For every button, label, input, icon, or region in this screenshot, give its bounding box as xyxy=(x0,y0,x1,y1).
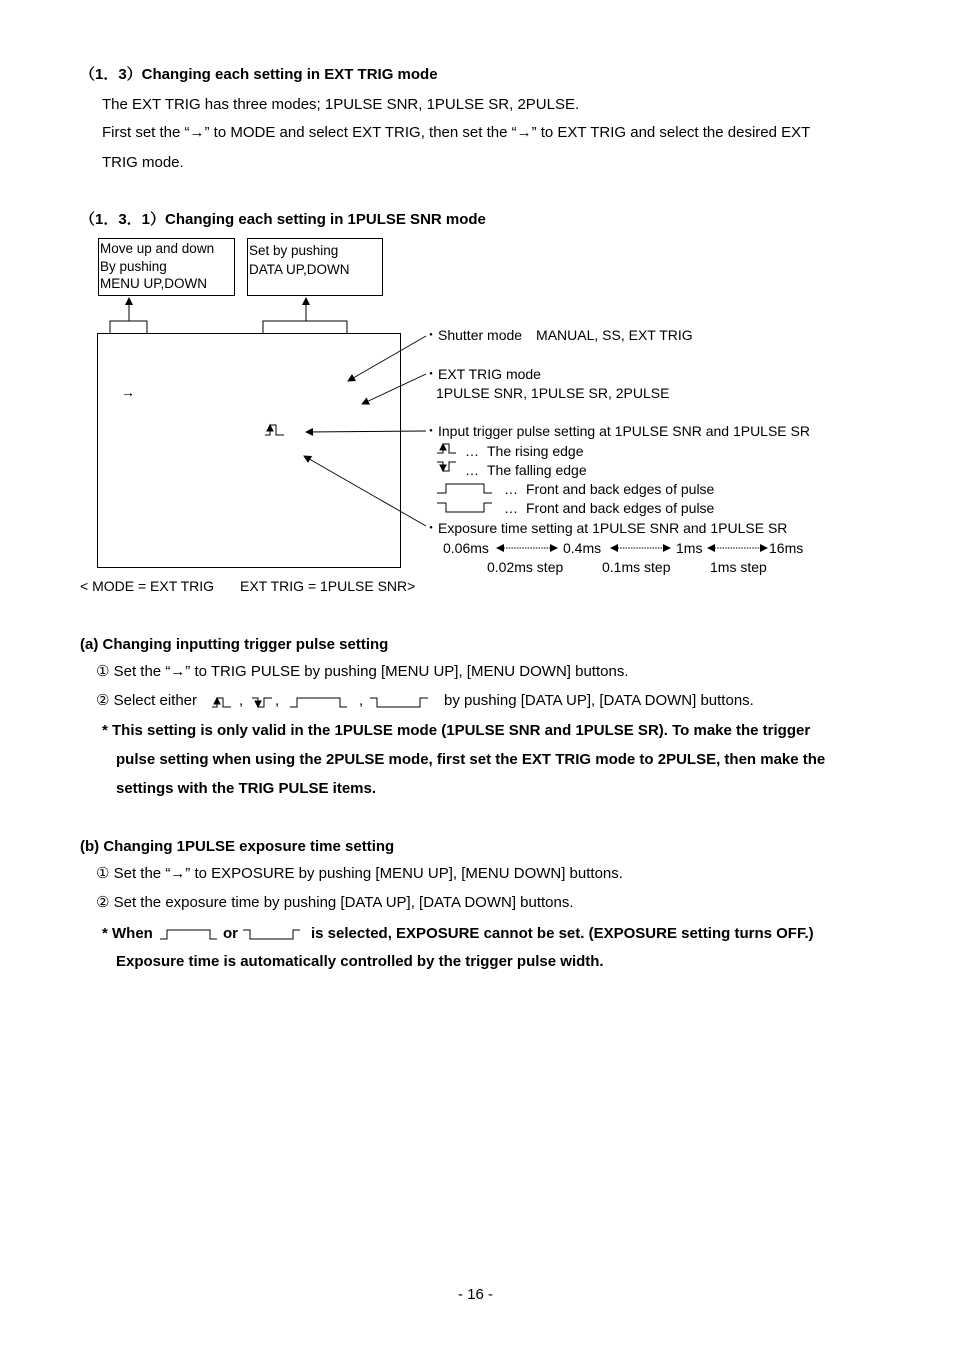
comma: , xyxy=(275,692,280,709)
dots: … xyxy=(465,462,479,478)
note-a-line3: settings with the TRIG PULSE items. xyxy=(116,780,377,797)
step-a1: ① Set the “→” to TRIG PULSE by pushing [MENU UP], [MENU DOWN] buttons. xyxy=(96,663,629,680)
note-front-back-1: Front and back edges of pulse xyxy=(526,481,715,497)
comma: , xyxy=(359,692,364,709)
paragraph-line: First set the “→” to MODE and select EXT TRIG, then set the “→” to EXT TRIG and select the desired EXT xyxy=(102,124,811,141)
exposure-value-2: 0.4ms xyxy=(563,540,602,556)
caption-mode: < MODE = EXT TRIG xyxy=(80,578,215,594)
note-input-trigger: ・Input trigger pulse setting at 1PULSE SNR and 1PULSE SR xyxy=(424,423,810,439)
section-heading-1-3-1: （1．3．1）Changing each setting in 1PULSE SNR mode xyxy=(80,211,486,228)
inline-rising-edge-icon xyxy=(212,698,231,707)
callout-text-data-1: Set by pushing xyxy=(249,243,339,258)
step-a2-suffix: by pushing [DATA UP], [DATA DOWN] buttons. xyxy=(444,692,754,709)
step-b1: ① Set the “→” to EXPOSURE by pushing [MENU UP], [MENU DOWN] buttons. xyxy=(96,865,623,882)
inline-falling-edge-icon xyxy=(252,698,272,707)
step-b2: ② Set the exposure time by pushing [DATA UP], [DATA DOWN] buttons. xyxy=(96,894,574,911)
note-shutter-mode: ・Shutter mode MANUAL, SS, EXT TRIG xyxy=(424,327,693,343)
note-exposure: ・Exposure time setting at 1PULSE SNR and 1PULSE SR xyxy=(424,520,788,536)
note-a-line2: pulse setting when using the 2PULSE mode, first set the EXT TRIG mode to 2PULSE, then make the xyxy=(116,751,826,768)
note-ext-trig-values: 1PULSE SNR, 1PULSE SR, 2PULSE xyxy=(436,385,670,401)
section-heading-a: (a) Changing inputting trigger pulse setting xyxy=(80,636,389,653)
note-falling-edge: The falling edge xyxy=(487,462,587,478)
section-heading-b: (b) Changing 1PULSE exposure time setting xyxy=(80,838,395,855)
dots: … xyxy=(504,500,518,516)
exposure-step-3: 1ms step xyxy=(710,559,767,575)
note-a-line1: * This setting is only valid in the 1PULSE mode (1PULSE SNR and 1PULSE SR). To make the trigger xyxy=(102,722,811,739)
callout-text-data-2: DATA UP,DOWN xyxy=(249,262,350,277)
callout-text-menu-2: By pushing xyxy=(100,259,167,274)
note-b-line2: Exposure time is automatically controlled by the trigger pulse width. xyxy=(116,953,604,970)
note-b-or: or xyxy=(223,925,238,942)
step-a2-prefix: ② Select either xyxy=(96,692,197,709)
exposure-value-1: 0.06ms xyxy=(443,540,489,556)
paragraph-line: TRIG mode. xyxy=(102,154,184,171)
inline-negative-pulse-icon-b xyxy=(243,930,300,939)
note-front-back-2: Front and back edges of pulse xyxy=(526,500,715,516)
dots: … xyxy=(504,481,518,497)
paragraph-line: The EXT TRIG has three modes; 1PULSE SNR, 1PULSE SR, 2PULSE. xyxy=(102,96,580,113)
note-rising-edge: The rising edge xyxy=(487,443,584,459)
caption-ext-trig: EXT TRIG = 1PULSE SNR> xyxy=(240,578,416,594)
inline-positive-pulse-icon xyxy=(290,698,347,707)
inline-positive-pulse-icon-b xyxy=(160,930,217,939)
screen-cursor-arrow: → xyxy=(121,384,135,400)
exposure-value-3: 1ms xyxy=(676,540,703,556)
exposure-step-2: 0.1ms step xyxy=(602,559,671,575)
exposure-step-1: 0.02ms step xyxy=(487,559,564,575)
section-heading-1-3: （1．3）Changing each setting in EXT TRIG mode xyxy=(80,66,438,83)
exposure-value-4: 16ms xyxy=(769,540,804,556)
inline-negative-pulse-icon xyxy=(370,698,428,707)
comma: , xyxy=(239,692,244,709)
callout-text-menu-1: Move up and down xyxy=(100,241,215,256)
note-b-when: * When xyxy=(102,925,153,942)
note-ext-trig-title: ・EXT TRIG mode xyxy=(424,366,541,382)
note-b-rest: is selected, EXPOSURE cannot be set. (EXPOSURE setting turns OFF.) xyxy=(311,925,814,942)
page-number: - 16 - xyxy=(458,1286,494,1303)
callout-text-menu-3: MENU UP,DOWN xyxy=(100,276,208,291)
dots: … xyxy=(465,443,479,459)
